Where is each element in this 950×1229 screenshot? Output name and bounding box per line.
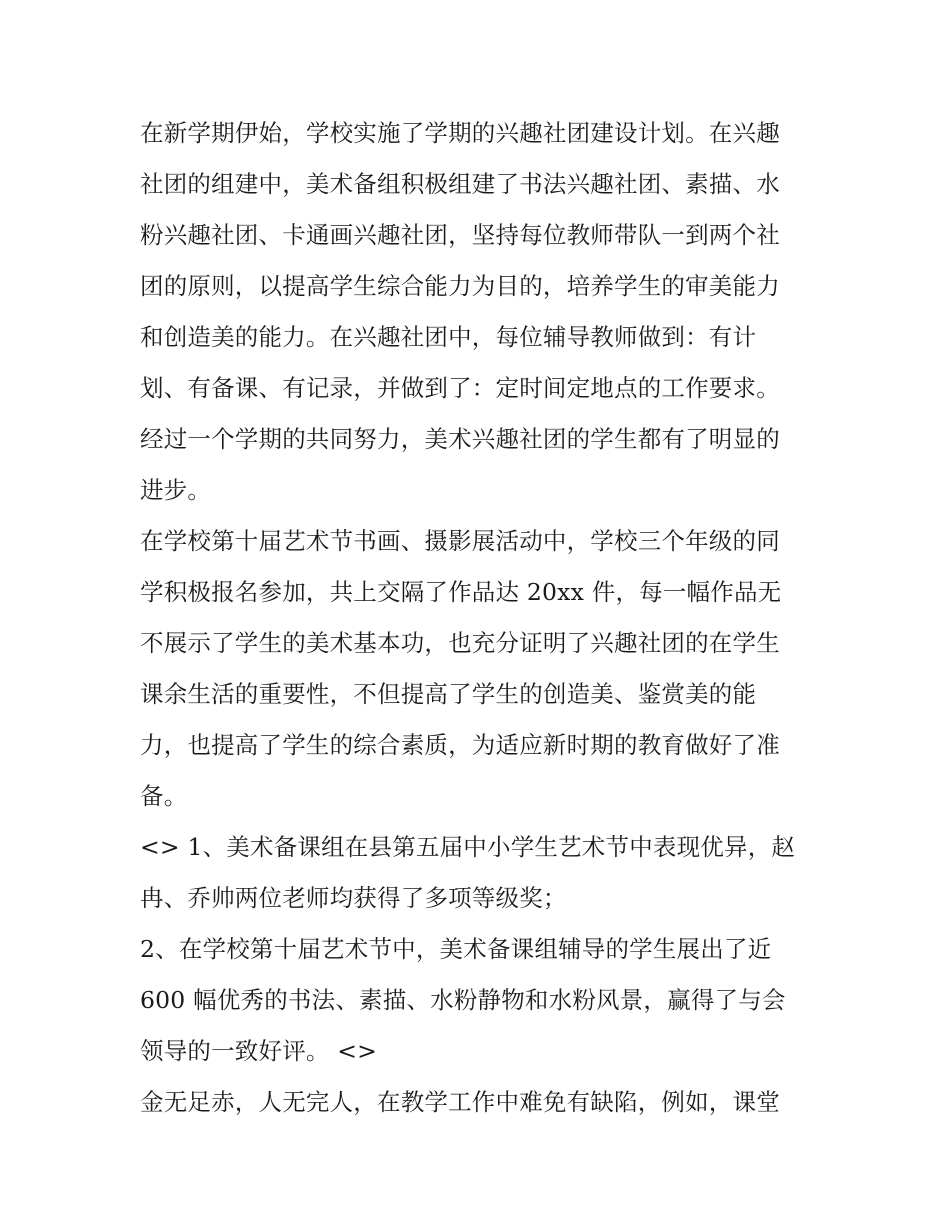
text-line: 备。	[140, 782, 188, 810]
text-line: 600 幅优秀的书法、素描、水粉静物和水粉风景，赢得了与会	[140, 986, 786, 1014]
document-body	[140, 108, 820, 1128]
text-line: 划、有备课、有记录，并做到了：定时间定地点的工作要求。	[140, 374, 780, 402]
text-line: 金无足赤，人无完人，在教学工作中难免有缺陷，例如，课堂	[140, 1088, 780, 1116]
text-line: 在新学期伊始，学校实施了学期的兴趣社团建设计划。在兴趣	[140, 119, 780, 147]
text-line: 进步。	[140, 476, 212, 504]
text-line: <> 1、美术备课组在县第五届中小学生艺术节中表现优异，赵	[140, 833, 796, 861]
text-line: 领导的一致好评。 <>	[140, 1037, 378, 1065]
text-line: 不展示了学生的美术基本功，也充分证明了兴趣社团的在学生	[140, 629, 780, 657]
text-line: 力，也提高了学生的综合素质，为适应新时期的教育做好了准	[140, 731, 780, 759]
text-line: 课余生活的重要性，不但提高了学生的创造美、鉴赏美的能	[140, 680, 757, 708]
text-line: 2、在学校第十届艺术节中，美术备课组辅导的学生展出了近	[140, 935, 772, 963]
text-line: 社团的组建中，美术备组积极组建了书法兴趣社团、素描、水	[140, 170, 780, 198]
text-line: 和创造美的能力。在兴趣社团中，每位辅导教师做到：有计	[140, 323, 757, 351]
text-line: 冉、乔帅两位老师均获得了多项等级奖；	[140, 884, 567, 912]
text-line: 经过一个学期的共同努力，美术兴趣社团的学生都有了明显的	[140, 425, 780, 453]
text-line: 团的原则，以提高学生综合能力为目的，培养学生的审美能力	[140, 272, 780, 300]
text-line: 粉兴趣社团、卡通画兴趣社团，坚持每位教师带队一到两个社	[140, 221, 780, 249]
text-line: 学积极报名参加，共上交隔了作品达 20xx 件，每一幅作品无	[140, 578, 782, 606]
text-line: 在学校第十届艺术节书画、摄影展活动中，学校三个年级的同	[140, 527, 780, 555]
